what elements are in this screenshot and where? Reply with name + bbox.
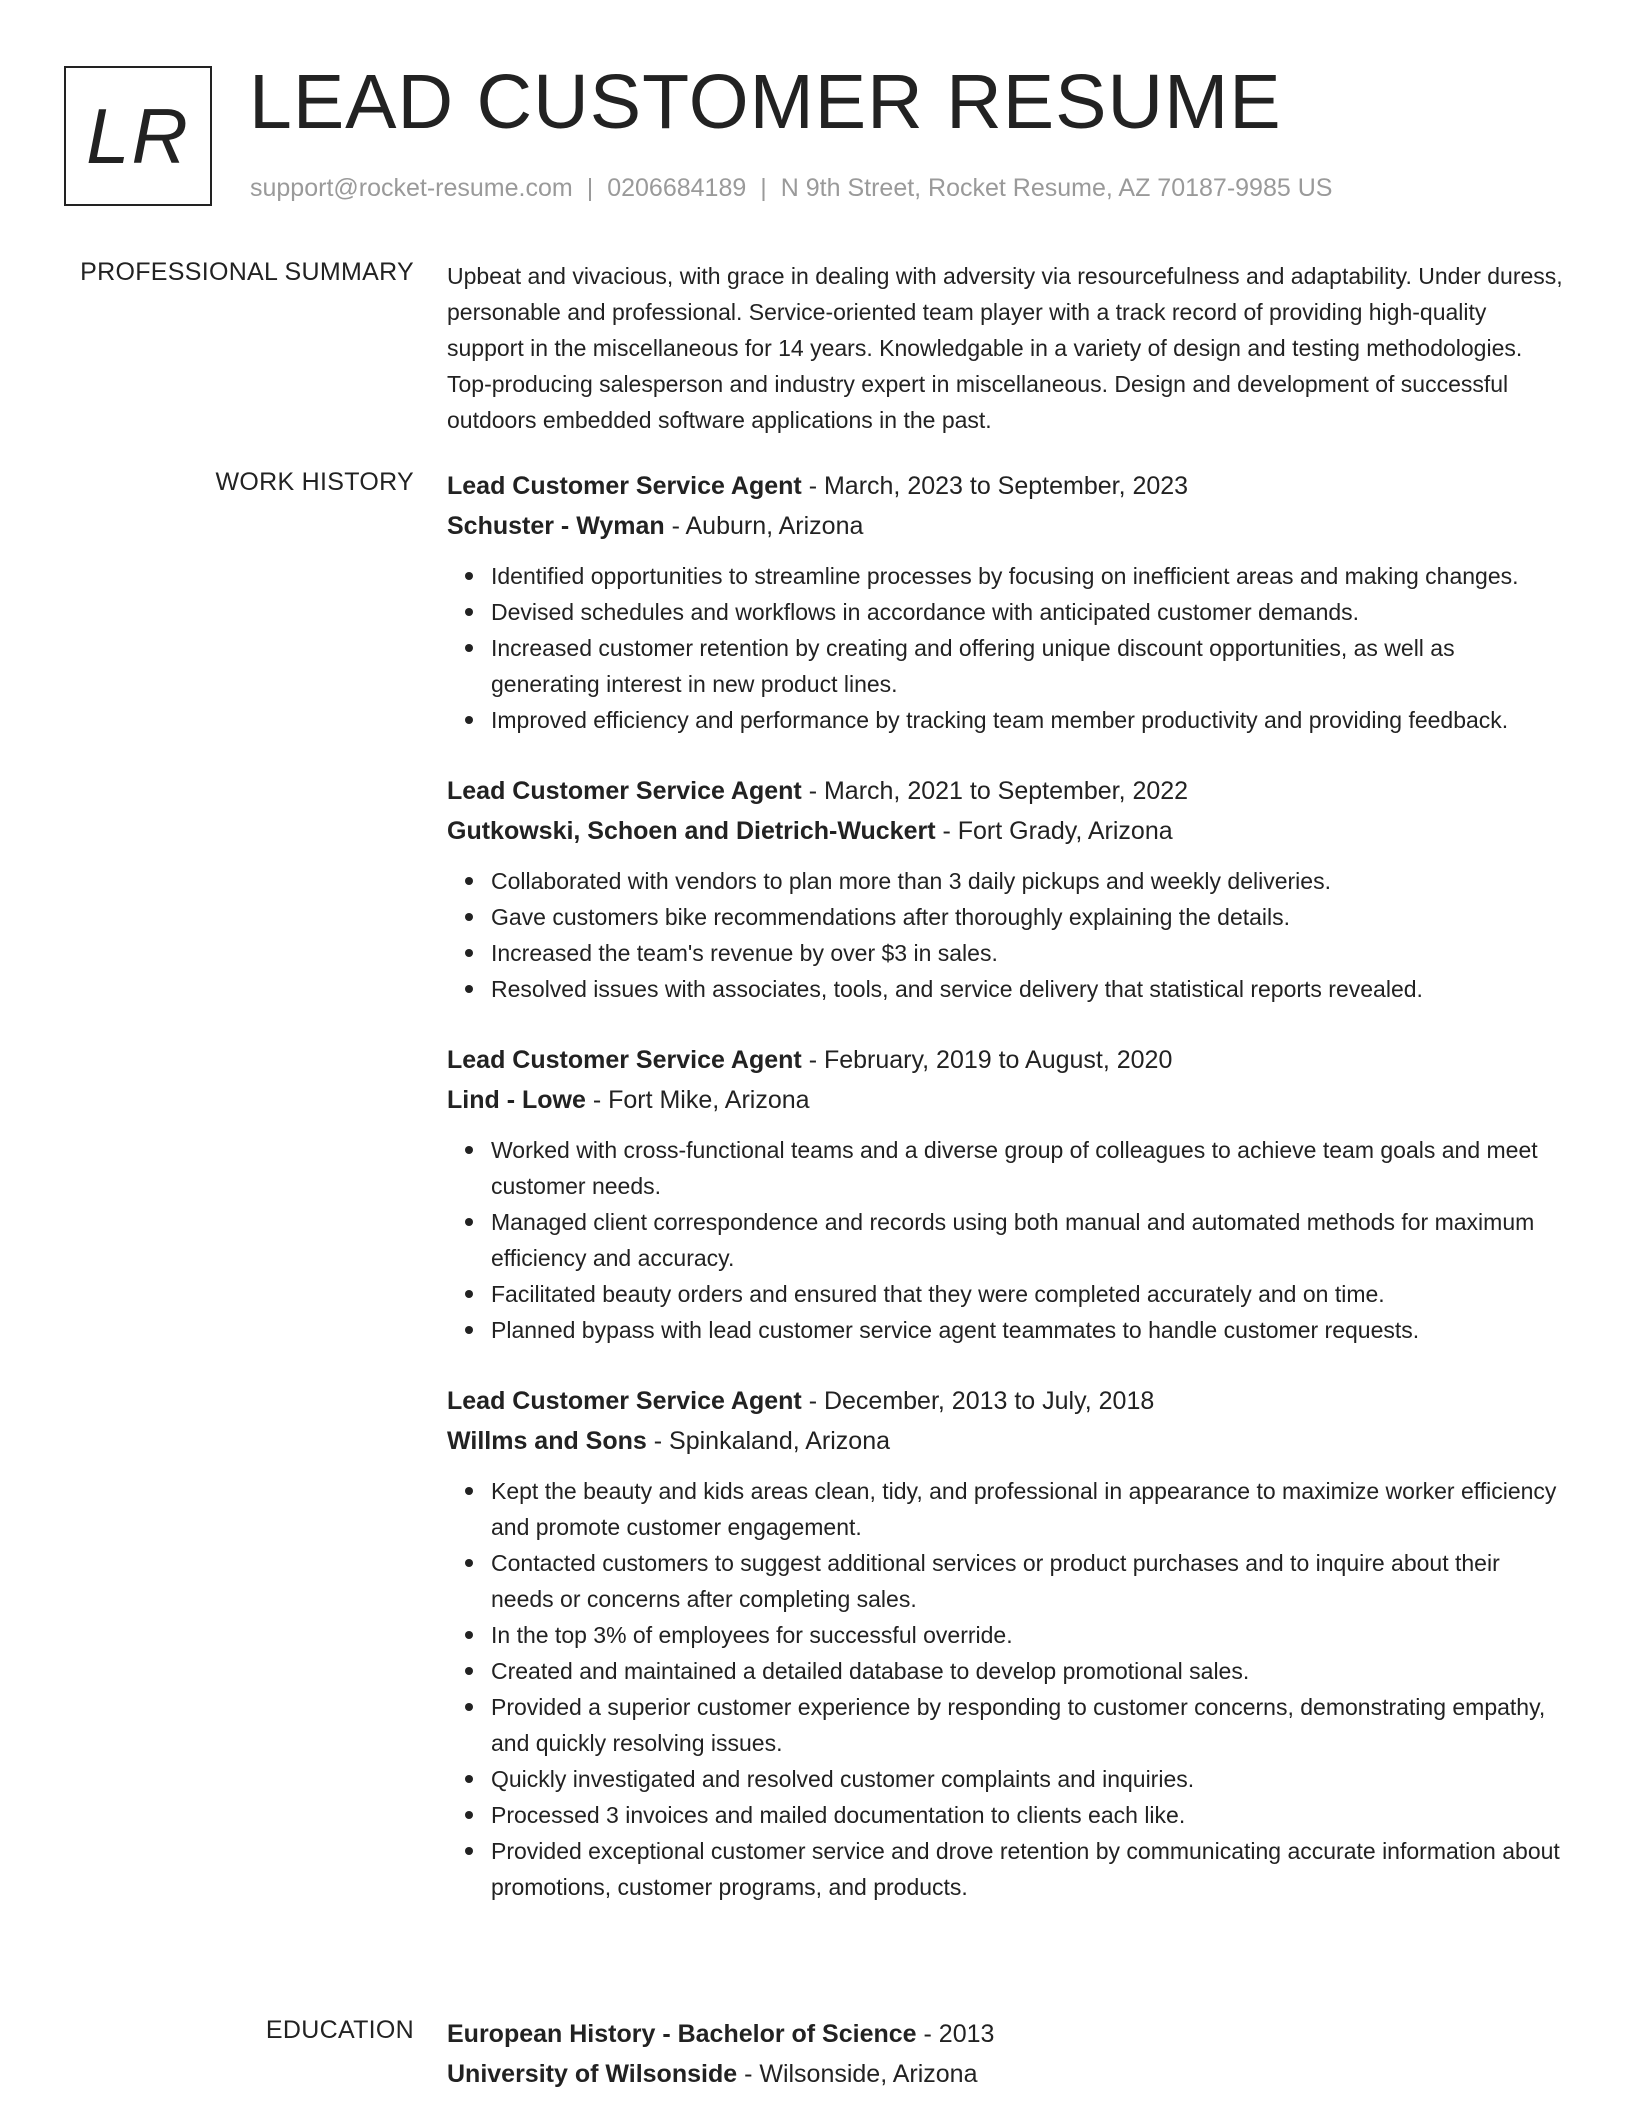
- education-body: [447, 2014, 1567, 2094]
- job-company: Schuster - Wyman: [447, 512, 665, 540]
- job-title: Lead Customer Service Agent: [447, 472, 802, 500]
- education-degree-line: [447, 2014, 1567, 2054]
- job-title: Lead Customer Service Agent: [447, 1387, 802, 1415]
- job-title-line: [447, 771, 1567, 811]
- job-bullet: Quickly investigated and resolved customer complaints and inquiries.: [491, 1761, 1567, 1797]
- contact-address: N 9th Street, Rocket Resume, AZ 70187-9985 US: [780, 174, 1333, 202]
- job-entry: [447, 1381, 1567, 1905]
- contact-separator: |: [586, 174, 594, 202]
- job-bullets: [447, 1132, 1567, 1348]
- summary-body: [447, 258, 1567, 438]
- job-bullet: Resolved issues with associates, tools, and service delivery that statistical reports revealed.: [491, 971, 1567, 1007]
- job-entry: [447, 466, 1567, 738]
- job-company-line: [447, 506, 1567, 546]
- job-company-line: [447, 1080, 1567, 1120]
- job-bullet: Improved efficiency and performance by tracking team member productivity and providing feedback.: [491, 702, 1567, 738]
- education-school: University of Wilsonside: [447, 2060, 738, 2088]
- job-dates: - February, 2019 to August, 2020: [801, 1046, 1173, 1074]
- job-location: - Auburn, Arizona: [664, 512, 864, 540]
- job-location: - Fort Mike, Arizona: [585, 1086, 810, 1114]
- job-bullet: Kept the beauty and kids areas clean, tidy, and professional in appearance to maximize worker efficiency and promote customer engagement.: [491, 1473, 1567, 1545]
- job-company: Lind - Lowe: [447, 1086, 586, 1114]
- job-title-line: [447, 466, 1567, 506]
- job-dates: - March, 2021 to September, 2022: [801, 777, 1189, 805]
- summary-text: Upbeat and vivacious, with grace in dealing with adversity via resourcefulness and adaptability. Under duress, personable and professional. Service-oriented team player with a track record of providing high-quality support in the miscellaneous for 14 years. Knowledgable in a variety of design and testing methodologies. Top-producing salesperson and industry expert in miscellaneous. Design and development of successful outdoors embedded software applications in the past.: [447, 263, 1563, 433]
- section-heading-education: EDUCATION: [265, 2016, 414, 2044]
- job-title-line: [447, 1381, 1567, 1421]
- job-company: Gutkowski, Schoen and Dietrich-Wuckert: [447, 817, 936, 845]
- job-bullet: Worked with cross-functional teams and a diverse group of colleagues to achieve team goals and meet customer needs.: [491, 1132, 1567, 1204]
- job-entry: [447, 1040, 1567, 1348]
- work-history-body: [447, 466, 1567, 1938]
- job-location: - Spinkaland, Arizona: [646, 1427, 891, 1455]
- job-bullets: [447, 558, 1567, 738]
- job-bullet: Gave customers bike recommendations after thoroughly explaining the details.: [491, 899, 1567, 935]
- education-year: - 2013: [916, 2020, 995, 2048]
- job-dates: - March, 2023 to September, 2023: [801, 472, 1189, 500]
- job-bullet: Planned bypass with lead customer service agent teammates to handle customer requests.: [491, 1312, 1567, 1348]
- section-heading-summary: PROFESSIONAL SUMMARY: [80, 258, 414, 286]
- job-title-line: [447, 1040, 1567, 1080]
- job-bullet: Managed client correspondence and records using both manual and automated methods for maximum efficiency and accuracy.: [491, 1204, 1567, 1276]
- contact-phone[interactable]: 0206684189: [607, 174, 747, 202]
- job-company: Willms and Sons: [447, 1427, 647, 1455]
- job-bullet: Contacted customers to suggest additional services or product purchases and to inquire about their needs or concerns after completing sales.: [491, 1545, 1567, 1617]
- job-bullets: [447, 1473, 1567, 1905]
- job-title: Lead Customer Service Agent: [447, 1046, 802, 1074]
- education-location: - Wilsonside, Arizona: [737, 2060, 978, 2088]
- resume-header: [64, 59, 1568, 214]
- job-bullet: Processed 3 invoices and mailed documentation to clients each like.: [491, 1797, 1567, 1833]
- section-heading-work-history: WORK HISTORY: [215, 468, 414, 496]
- job-bullet: Increased the team's revenue by over $3 in sales.: [491, 935, 1567, 971]
- job-bullets: [447, 863, 1567, 1007]
- job-bullet: Collaborated with vendors to plan more than 3 daily pickups and weekly deliveries.: [491, 863, 1567, 899]
- education-degree: European History - Bachelor of Science: [447, 2020, 917, 2048]
- job-bullet: Created and maintained a detailed database to develop promotional sales.: [491, 1653, 1567, 1689]
- contact-separator: |: [760, 174, 767, 202]
- job-dates: - December, 2013 to July, 2018: [801, 1387, 1155, 1415]
- job-company-line: [447, 1421, 1567, 1461]
- job-location: - Fort Grady, Arizona: [935, 817, 1173, 845]
- job-bullet: In the top 3% of employees for successful override.: [491, 1617, 1567, 1653]
- job-title: Lead Customer Service Agent: [447, 777, 802, 805]
- contact-email[interactable]: support@rocket-resume.com: [250, 174, 573, 202]
- job-bullet: Provided exceptional customer service and drove retention by communicating accurate information about promotions, customer programs, and products.: [491, 1833, 1567, 1905]
- job-bullet: Identified opportunities to streamline processes by focusing on inefficient areas and making changes.: [491, 558, 1567, 594]
- education-school-line: [447, 2054, 1567, 2094]
- job-bullet: Facilitated beauty orders and ensured that they were completed accurately and on time.: [491, 1276, 1567, 1312]
- monogram-logo: LR: [64, 66, 212, 206]
- job-bullet: Devised schedules and workflows in accordance with anticipated customer demands.: [491, 594, 1567, 630]
- job-bullet: Increased customer retention by creating and offering unique discount opportunities, as well as generating interest in new product lines.: [491, 630, 1567, 702]
- resume-title: LEAD CUSTOMER RESUME: [249, 59, 1282, 145]
- job-bullet: Provided a superior customer experience by responding to customer concerns, demonstrating empathy, and quickly resolving issues.: [491, 1689, 1567, 1761]
- job-entry: [447, 771, 1567, 1007]
- job-company-line: [447, 811, 1567, 851]
- contact-line: [250, 174, 1332, 203]
